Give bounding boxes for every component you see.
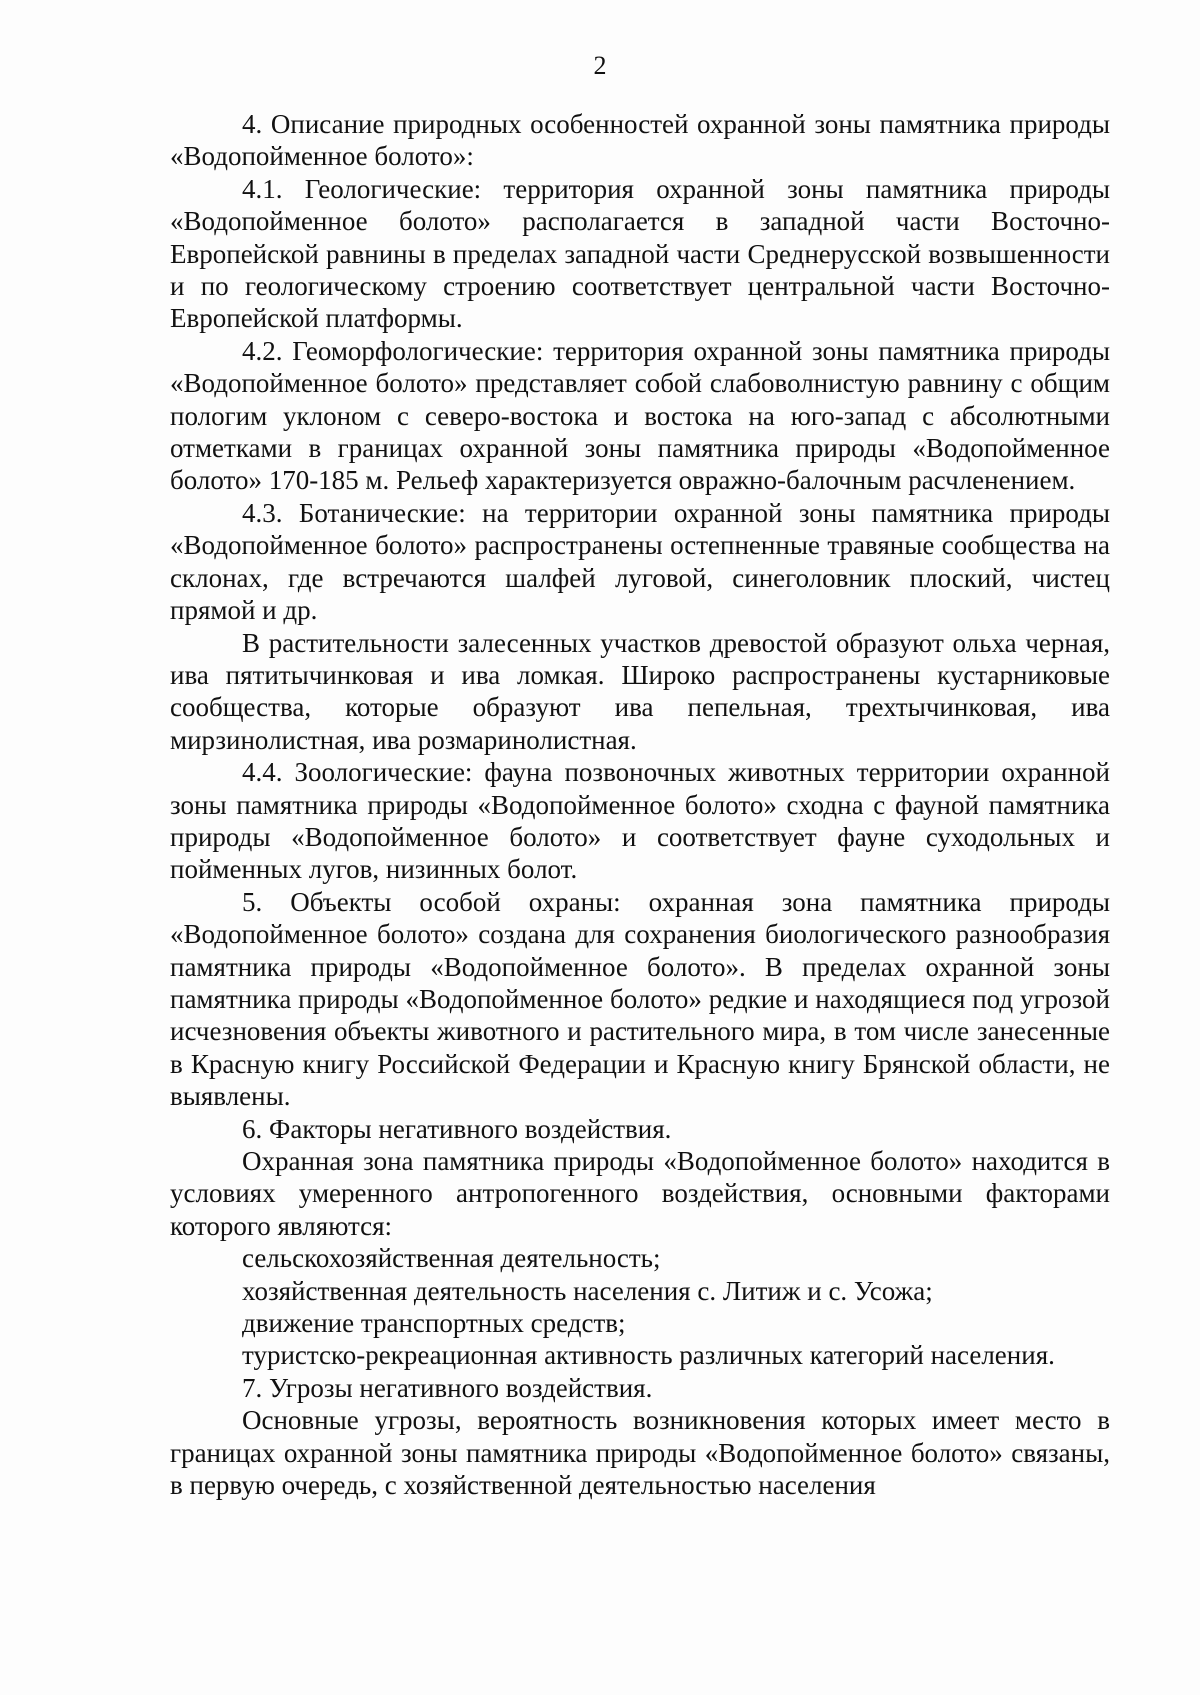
- factor-list-item: сельскохозяйственная деятельность;: [242, 1243, 661, 1274]
- section-4-1-geological: 4.1. Геологические: территория охранной зоны памятника природы «Водопойменное болото» располагается в западной части Восточно-Европейской равнины в пределах западной части Среднерусской возвышенности и по геологическому строению соответствует центральной части Восточно-Европейской платформы.: [170, 173, 1110, 334]
- section-7-heading: 7. Угрозы негативного воздействия.: [242, 1372, 653, 1403]
- section-4-4-zoological: 4.4. Зоологические: фауна позвоночных животных территории охранной зоны памятника природы «Водопойменное болото» сходна с фауной памятника природы «Водопойменное болото» и соответствует фауне суходольных и пойменных лугов, низинных болот.: [170, 757, 1110, 885]
- factor-list-item: хозяйственная деятельность населения с. Литиж и с. Усожа;: [242, 1275, 933, 1306]
- document-body: [170, 108, 1110, 1501]
- page-number: 2: [593, 51, 607, 80]
- section-6-heading: 6. Факторы негативного воздействия.: [242, 1113, 672, 1144]
- section-4-2-geomorphological: 4.2. Геоморфологические: территория охранной зоны памятника природы «Водопойменное болото» представляет собой слабоволнистую равнину с общим пологим уклоном с северо-востока и востока на юго-запад с абсолютными отметками в границах охранной зоны памятника природы «Водопойменное болото» 170-185 м. Рельеф характеризуется овражно-балочным расчленением.: [170, 335, 1110, 496]
- section-4-3-vegetation: В растительности залесенных участков древостой образуют ольха черная, ива пятитычинковая и ива ломкая. Широко распространены кустарниковые сообщества, которые образуют ива пепельная, трехтычинковая, ива мирзинолистная, ива розмаринолистная.: [170, 627, 1110, 755]
- section-6-intro: Охранная зона памятника природы «Водопойменное болото» находится в условиях умеренного антропогенного воздействия, основными факторами которого являются:: [170, 1146, 1110, 1241]
- section-4-3-botanical: 4.3. Ботанические: на территории охранной зоны памятника природы «Водопойменное болото» распространены остепненные травяные сообщества на склонах, где встречаются шалфей луговой, синеголовник плоский, чистец прямой и др.: [170, 497, 1110, 626]
- section-7-text: Основные угрозы, вероятность возникновения которых имеет место в границах охранной зоны памятника природы «Водопойменное болото» связаны, в первую очередь, с хозяйственной деятельностью населения: [170, 1405, 1110, 1501]
- section-5-protected-objects: 5. Объекты особой охраны: охранная зона памятника природы «Водопойменное болото» создана для сохранения биологического разнообразия памятника природы «Водопойменное болото». В пределах охранной зоны памятника природы «Водопойменное болото» редкие и находящиеся под угрозой исчезновения объекты животного и растительного мира, в том числе занесенные в Красную книгу Российской Федерации и Красную книгу Брянской области, не выявлены.: [170, 886, 1110, 1112]
- section-4-heading: 4. Описание природных особенностей охранной зоны памятника природы «Водопойменное болото»:: [170, 109, 1110, 172]
- factor-list-item: туристско-рекреационная активность различных категорий населения.: [242, 1340, 1055, 1371]
- factor-list-item: движение транспортных средств;: [242, 1308, 626, 1339]
